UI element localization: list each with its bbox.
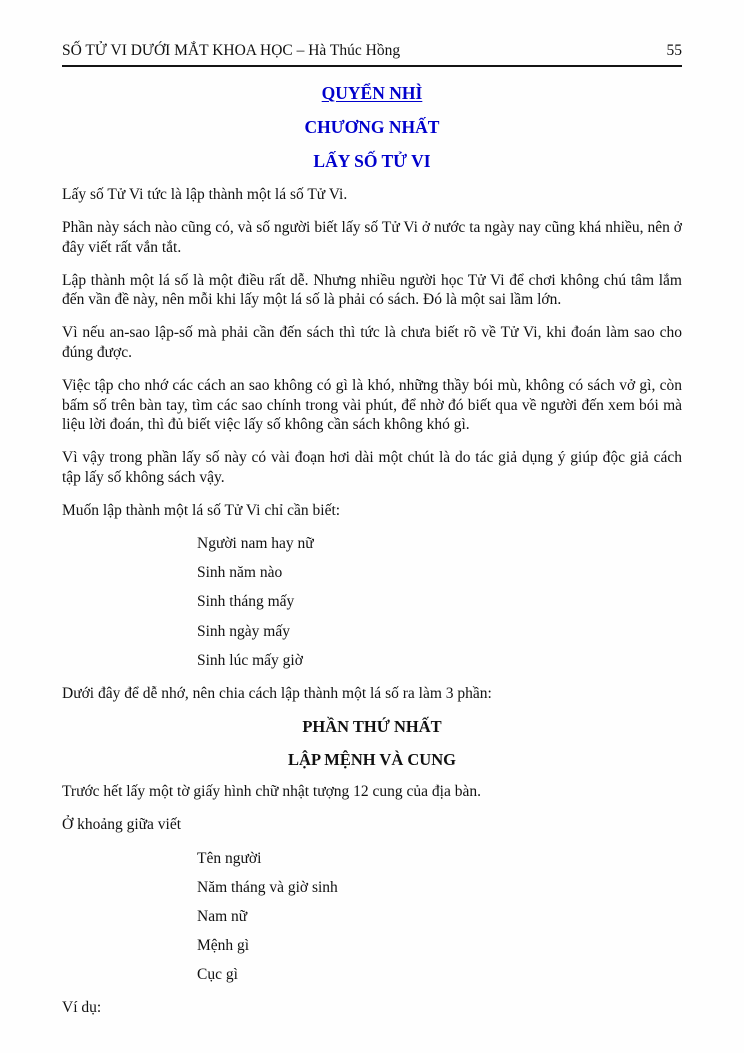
running-header: [62, 42, 682, 65]
example-label: Ví dụ:: [62, 999, 102, 1017]
chart-center-list: [62, 849, 682, 985]
list-item: Cục gì: [197, 965, 238, 983]
list-item: Người nam hay nữ: [197, 535, 314, 553]
part-heading-1: PHẦN THỨ NHẤT: [302, 716, 442, 736]
list-item: Sinh lúc mấy giờ: [197, 651, 303, 669]
paragraph: Vì vậy trong phần lấy số này có vài đoạn hơi dài một chút là do tác giả dụng ý giúp độc giả cách tập lấy số không sách vậy.: [62, 449, 682, 487]
list-item: Sinh năm nào: [197, 564, 283, 582]
part-heading-2: LẬP MỆNH VÀ CUNG: [288, 749, 456, 769]
paragraph: Lấy số Tử Vi tức là lập thành một lá số Tử Vi.: [62, 186, 348, 203]
list-item: Tên người: [197, 849, 262, 867]
paragraph: Phần này sách nào cũng có, và số người biết lấy số Tử Vi ở nước ta ngày nay cũng khá nhiều, nên ở đây viết rất vắn tắt.: [62, 219, 682, 256]
running-title: SỐ TỬ VI DƯỚI MẮT KHOA HỌC – Hà Thúc Hồng: [62, 42, 401, 59]
list-item: Sinh tháng mấy: [197, 593, 295, 611]
list-item: Nam nữ: [197, 907, 248, 925]
list-item: Năm tháng và giờ sinh: [197, 878, 338, 896]
paragraph: Vì nếu an-sao lập-số mà phải cần đến sách thì tức là chưa biết rõ về Tử Vi, khi đoán làm sao cho đúng được.: [62, 324, 682, 362]
page-number: 55: [666, 42, 682, 59]
list-item: Sinh ngày mấy: [197, 622, 290, 640]
paragraph: Dưới đây để dễ nhớ, nên chia cách lập thành một lá số ra làm 3 phần:: [62, 684, 492, 702]
paragraph: Việc tập cho nhớ các cách an sao không có gì là khó, những thầy bói mù, không có sách vở gì, còn bấm số trên bàn tay, tìm các sao chính trong vài phút, để nhờ đó biết qua về người đến xem bói mà liệu lời đoán, thì đủ biết việc lấy số không cần sách không khó gì.: [62, 377, 682, 434]
paragraph: Ở khoảng giữa viết: [62, 816, 182, 834]
paragraph: Lập thành một lá số là một điều rất dễ. Nhưng nhiều người học Tử Vi để chơi không chú tâm lắm đến vần đề này, nên mỗi khi lấy một lá số là phải có sách. Đó là một sai lầm lớn.: [62, 271, 682, 309]
header-rule: [62, 65, 682, 67]
birth-info-list: [62, 534, 682, 670]
heading-chapter: CHƯƠNG NHẤT: [304, 117, 440, 137]
heading-book: QUYỂN NHÌ: [321, 83, 423, 103]
paragraph: Muốn lập thành một lá số Tử Vi chỉ cần biết:: [62, 502, 341, 520]
list-item: Mệnh gì: [197, 936, 250, 954]
paragraph: Trước hết lấy một tờ giấy hình chữ nhật tượng 12 cung của địa bàn.: [62, 783, 481, 801]
heading-section: LẤY SỐ TỬ VI: [313, 151, 431, 171]
